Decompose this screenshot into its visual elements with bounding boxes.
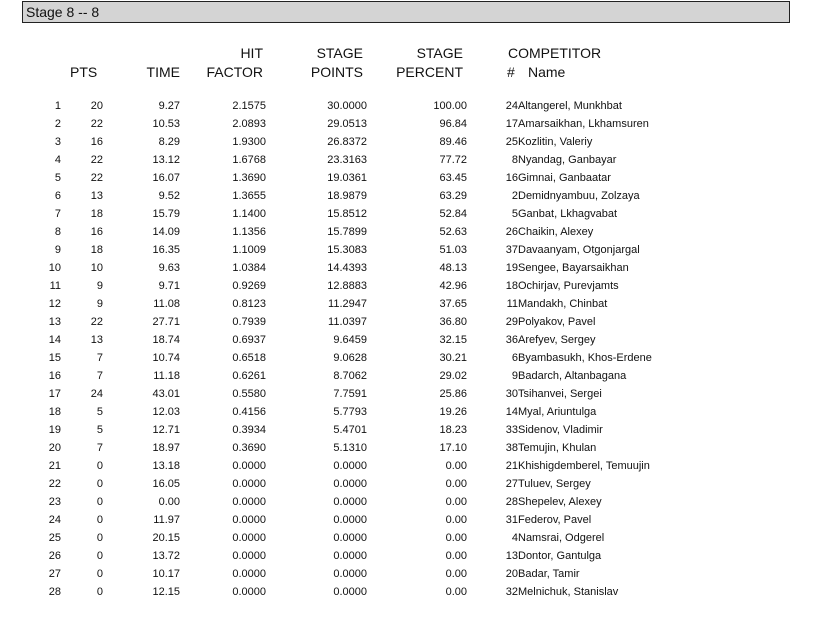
table-row [0,241,718,259]
competitor-number-cell: 29 [505,316,518,328]
place-cell: 21 [48,460,61,472]
table-row [0,115,718,133]
hit-factor-cell: 0.0000 [232,568,266,580]
time-cell: 10.17 [152,568,180,580]
table-row [0,547,718,565]
hit-factor-cell: 1.0384 [232,262,266,274]
table-row [0,367,718,385]
time-cell: 16.05 [152,478,180,490]
hit-factor-cell: 1.6768 [232,154,266,166]
header-hit: HIT [240,45,263,61]
place-cell: 19 [48,424,61,436]
stage-points-cell: 0.0000 [333,460,367,472]
hit-factor-cell: 1.3655 [232,190,266,202]
competitor-name-cell: Dontor, Gantulga [518,550,602,562]
pts-cell: 22 [90,118,103,130]
hit-factor-cell: 0.3690 [232,442,266,454]
place-cell: 25 [48,532,61,544]
stage-percent-cell: 25.86 [439,388,467,400]
pts-cell: 7 [96,370,103,382]
pts-cell: 13 [90,334,103,346]
stage-points-cell: 14.4393 [327,262,367,274]
pts-cell: 0 [96,586,103,598]
stage-percent-cell: 0.00 [445,478,467,490]
pts-cell: 5 [96,424,103,436]
stage-points-cell: 23.3163 [327,154,367,166]
competitor-number-cell: 27 [505,478,518,490]
stage-points-cell: 26.8372 [327,136,367,148]
place-cell: 8 [54,226,61,238]
stage-points-cell: 9.6459 [333,334,367,346]
stage-points-cell: 0.0000 [333,550,367,562]
competitor-name-cell: Nyandag, Ganbayar [518,154,617,166]
time-cell: 27.71 [152,316,180,328]
competitor-name-cell: Gimnai, Ganbaatar [518,172,611,184]
time-cell: 10.53 [152,118,180,130]
stage-points-cell: 5.4701 [333,424,367,436]
pts-cell: 22 [90,172,103,184]
place-cell: 1 [54,100,61,112]
time-cell: 18.97 [152,442,180,454]
time-cell: 43.01 [152,388,180,400]
competitor-name-cell: Khishigdemberel, Temuujin [518,460,650,472]
place-cell: 12 [48,298,61,310]
competitor-number-cell: 24 [505,100,518,112]
pts-cell: 7 [96,442,103,454]
stage-percent-cell: 19.26 [439,406,467,418]
stage-points-cell: 19.0361 [327,172,367,184]
competitor-number-cell: 9 [511,370,518,382]
pts-cell: 0 [96,460,103,472]
hit-factor-cell: 0.8123 [232,298,266,310]
competitor-number-cell: 25 [505,136,518,148]
hit-factor-cell: 0.0000 [232,514,266,526]
hit-factor-cell: 0.0000 [232,478,266,490]
competitor-number-cell: 19 [505,262,518,274]
place-cell: 10 [48,262,61,274]
table-row [0,529,718,547]
competitor-name-cell: Temujin, Khulan [518,442,597,454]
hit-factor-cell: 0.0000 [232,586,266,598]
place-cell: 5 [54,172,61,184]
competitor-name-cell: Shepelev, Alexey [518,496,602,508]
table-row [0,313,718,331]
table-row [0,475,718,493]
competitor-name-cell: Badar, Tamir [518,568,580,580]
competitor-number-cell: 26 [505,226,518,238]
pts-cell: 5 [96,406,103,418]
pts-cell: 22 [90,316,103,328]
hit-factor-cell: 2.1575 [232,100,266,112]
stage-points-cell: 7.7591 [333,388,367,400]
results-table [0,97,718,601]
table-row [0,385,718,403]
stage-points-cell: 0.0000 [333,568,367,580]
hit-factor-cell: 0.6518 [232,352,266,364]
competitor-number-cell: 32 [505,586,518,598]
time-cell: 13.18 [152,460,180,472]
hit-factor-cell: 0.0000 [232,532,266,544]
header-factor: FACTOR [206,64,263,80]
competitor-name-cell: Melnichuk, Stanislav [518,586,619,598]
pts-cell: 16 [90,226,103,238]
stage-percent-cell: 0.00 [445,532,467,544]
competitor-number-cell: 30 [505,388,518,400]
competitor-number-cell: 13 [505,550,518,562]
stage-points-cell: 9.0628 [333,352,367,364]
table-row [0,511,718,529]
competitor-name-cell: Kozlitin, Valeriy [518,136,593,148]
competitor-number-cell: 14 [505,406,518,418]
time-cell: 9.63 [158,262,180,274]
competitor-number-cell: 5 [511,208,518,220]
competitor-name-cell: Sidenov, Vladimir [518,424,603,436]
place-cell: 17 [48,388,61,400]
hit-factor-cell: 0.3934 [232,424,266,436]
pts-cell: 0 [96,496,103,508]
stage-title-bar [22,1,790,23]
place-cell: 13 [48,316,61,328]
time-cell: 9.52 [158,190,180,202]
stage-percent-cell: 0.00 [445,460,467,472]
place-cell: 18 [48,406,61,418]
header-time: TIME [146,64,180,80]
place-cell: 2 [54,118,61,130]
pts-cell: 9 [96,298,103,310]
hit-factor-cell: 0.4156 [232,406,266,418]
competitor-number-cell: 36 [505,334,518,346]
time-cell: 12.71 [152,424,180,436]
competitor-name-cell: Polyakov, Pavel [518,316,596,328]
stage-percent-cell: 0.00 [445,586,467,598]
place-cell: 7 [54,208,61,220]
competitor-number-cell: 17 [505,118,518,130]
hit-factor-cell: 1.3690 [232,172,266,184]
time-cell: 12.03 [152,406,180,418]
stage-percent-cell: 0.00 [445,514,467,526]
competitor-name-cell: Tsihanvei, Sergei [518,388,602,400]
competitor-number-cell: 16 [505,172,518,184]
stage-points-cell: 30.0000 [327,100,367,112]
place-cell: 6 [54,190,61,202]
competitor-name-cell: Tuluev, Sergey [518,478,591,490]
stage-percent-cell: 0.00 [445,568,467,580]
hit-factor-cell: 0.6261 [232,370,266,382]
competitor-number-cell: 18 [505,280,518,292]
hit-factor-cell: 0.0000 [232,460,266,472]
time-cell: 11.97 [153,514,180,526]
time-cell: 11.18 [153,370,180,382]
pts-cell: 16 [90,136,103,148]
place-cell: 22 [48,478,61,490]
table-row [0,133,718,151]
competitor-name-cell: Ochirjav, Purevjamts [518,280,619,292]
competitor-number-cell: 21 [505,460,518,472]
hit-factor-cell: 1.1356 [232,226,266,238]
stage-percent-cell: 52.84 [439,208,467,220]
stage-percent-cell: 0.00 [445,496,467,508]
stage-percent-cell: 51.03 [439,244,467,256]
time-cell: 9.27 [158,100,180,112]
stage-points-cell: 11.0397 [328,316,367,328]
pts-cell: 0 [96,478,103,490]
hit-factor-cell: 0.9269 [232,280,266,292]
competitor-name-cell: Demidnyambuu, Zolzaya [518,190,640,202]
hit-factor-cell: 0.7939 [232,316,266,328]
pts-cell: 9 [96,280,103,292]
competitor-name-cell: Ganbat, Lkhagvabat [518,208,618,220]
header-pts: PTS [70,64,98,80]
time-cell: 14.09 [152,226,180,238]
competitor-number-cell: 2 [511,190,518,202]
stage-percent-cell: 100.00 [433,100,467,112]
competitor-number-cell: 33 [505,424,518,436]
stage-points-cell: 0.0000 [333,586,367,598]
place-cell: 24 [48,514,61,526]
place-cell: 3 [54,136,61,148]
pts-cell: 20 [90,100,103,112]
time-cell: 8.29 [158,136,180,148]
competitor-number-cell: 11 [506,298,518,310]
hit-factor-cell: 2.0893 [232,118,266,130]
header-stage-points-bottom: POINTS [310,64,363,80]
competitor-name-cell: Myal, Ariuntulga [518,406,597,418]
table-row [0,151,718,169]
table-row [0,277,718,295]
table-row [0,493,718,511]
competitor-name-cell: Namsrai, Odgerel [518,532,605,544]
pts-cell: 24 [90,388,103,400]
stage-percent-cell: 96.84 [439,118,467,130]
table-row [0,583,718,601]
table-row [0,97,718,115]
place-cell: 15 [48,352,61,364]
time-cell: 9.71 [158,280,180,292]
stage-points-cell: 0.0000 [333,532,367,544]
competitor-name-cell: Chaikin, Alexey [518,226,594,238]
pts-cell: 22 [90,154,103,166]
pts-cell: 13 [90,190,103,202]
header-name: Name [528,64,566,80]
hit-factor-cell: 0.0000 [232,550,266,562]
hit-factor-cell: 1.9300 [232,136,266,148]
time-cell: 15.79 [152,208,180,220]
stage-points-cell: 11.2947 [328,298,367,310]
stage-percent-cell: 30.21 [439,352,467,364]
stage-title: Stage 8 -- 8 [26,4,100,20]
hit-factor-cell: 1.1009 [232,244,266,256]
place-cell: 26 [48,550,61,562]
place-cell: 4 [54,154,61,166]
time-cell: 20.15 [152,532,180,544]
table-row [0,223,718,241]
place-cell: 20 [48,442,61,454]
time-cell: 18.74 [152,334,180,346]
results-body [0,97,718,601]
table-row [0,403,718,421]
time-cell: 13.72 [152,550,180,562]
table-row [0,295,718,313]
stage-points-cell: 15.8512 [327,208,367,220]
table-row [0,259,718,277]
header-number: # [507,64,515,80]
header-stage-percent-top: STAGE [416,45,463,61]
table-row [0,169,718,187]
table-row [0,421,718,439]
competitor-name-cell: Davaanyam, Otgonjargal [518,244,640,256]
competitor-number-cell: 31 [505,514,518,526]
pts-cell: 10 [90,262,103,274]
place-cell: 11 [49,280,61,292]
pts-cell: 0 [96,514,103,526]
competitor-name-cell: Amarsaikhan, Lkhamsuren [518,118,649,130]
competitor-name-cell: Mandakh, Chinbat [518,298,608,310]
time-cell: 11.08 [153,298,180,310]
stage-percent-cell: 48.13 [439,262,467,274]
stage-points-cell: 15.7899 [327,226,367,238]
table-row [0,331,718,349]
stage-percent-cell: 63.29 [439,190,467,202]
competitor-name-cell: Badarch, Altanbagana [518,370,627,382]
competitor-name-cell: Sengee, Bayarsaikhan [518,262,629,274]
place-cell: 23 [48,496,61,508]
place-cell: 14 [48,334,61,346]
competitor-name-cell: Altangerel, Munkhbat [518,100,622,112]
hit-factor-cell: 1.1400 [232,208,266,220]
competitor-name-cell: Arefyev, Sergey [518,334,596,346]
stage-percent-cell: 37.65 [439,298,467,310]
pts-cell: 18 [90,244,103,256]
stage-points-cell: 8.7062 [333,370,367,382]
place-cell: 9 [54,244,61,256]
table-row [0,565,718,583]
pts-cell: 0 [96,568,103,580]
competitor-number-cell: 6 [511,352,518,364]
table-row [0,205,718,223]
stage-percent-cell: 32.15 [439,334,467,346]
stage-percent-cell: 77.72 [439,154,467,166]
hit-factor-cell: 0.5580 [232,388,266,400]
time-cell: 13.12 [152,154,180,166]
stage-points-cell: 5.7793 [333,406,367,418]
stage-percent-cell: 29.02 [439,370,467,382]
stage-percent-cell: 52.63 [439,226,467,238]
stage-points-cell: 29.0513 [327,118,367,130]
stage-points-cell: 15.3083 [327,244,367,256]
table-row [0,439,718,457]
time-cell: 10.74 [152,352,180,364]
stage-percent-cell: 18.23 [439,424,467,436]
competitor-number-cell: 4 [511,532,518,544]
header-stage-percent-bottom: PERCENT [396,64,463,80]
stage-points-cell: 12.8883 [327,280,367,292]
pts-cell: 0 [96,532,103,544]
time-cell: 16.07 [152,172,180,184]
header-stage-points-top: STAGE [316,45,363,61]
stage-percent-cell: 36.80 [439,316,467,328]
stage-percent-cell: 0.00 [445,550,467,562]
stage-points-cell: 18.9879 [327,190,367,202]
stage-points-cell: 0.0000 [333,496,367,508]
header-competitor: COMPETITOR [508,45,602,61]
place-cell: 16 [48,370,61,382]
competitor-number-cell: 8 [511,154,518,166]
place-cell: 27 [48,568,61,580]
hit-factor-cell: 0.6937 [232,334,266,346]
competitor-number-cell: 20 [505,568,518,580]
competitor-name-cell: Federov, Pavel [518,514,592,526]
time-cell: 12.15 [152,586,180,598]
table-row [0,349,718,367]
time-cell: 16.35 [152,244,180,256]
competitor-number-cell: 37 [505,244,518,256]
competitor-number-cell: 28 [505,496,518,508]
place-cell: 28 [48,586,61,598]
pts-cell: 7 [96,352,103,364]
stage-percent-cell: 63.45 [439,172,467,184]
stage-percent-cell: 17.10 [439,442,467,454]
time-cell: 0.00 [158,496,180,508]
table-row [0,457,718,475]
stage-points-cell: 5.1310 [333,442,367,454]
table-row [0,187,718,205]
stage-percent-cell: 89.46 [439,136,467,148]
competitor-number-cell: 38 [505,442,518,454]
competitor-name-cell: Byambasukh, Khos-Erdene [518,352,652,364]
pts-cell: 0 [96,550,103,562]
stage-percent-cell: 42.96 [439,280,467,292]
stage-points-cell: 0.0000 [333,478,367,490]
pts-cell: 18 [90,208,103,220]
hit-factor-cell: 0.0000 [232,496,266,508]
stage-points-cell: 0.0000 [333,514,367,526]
